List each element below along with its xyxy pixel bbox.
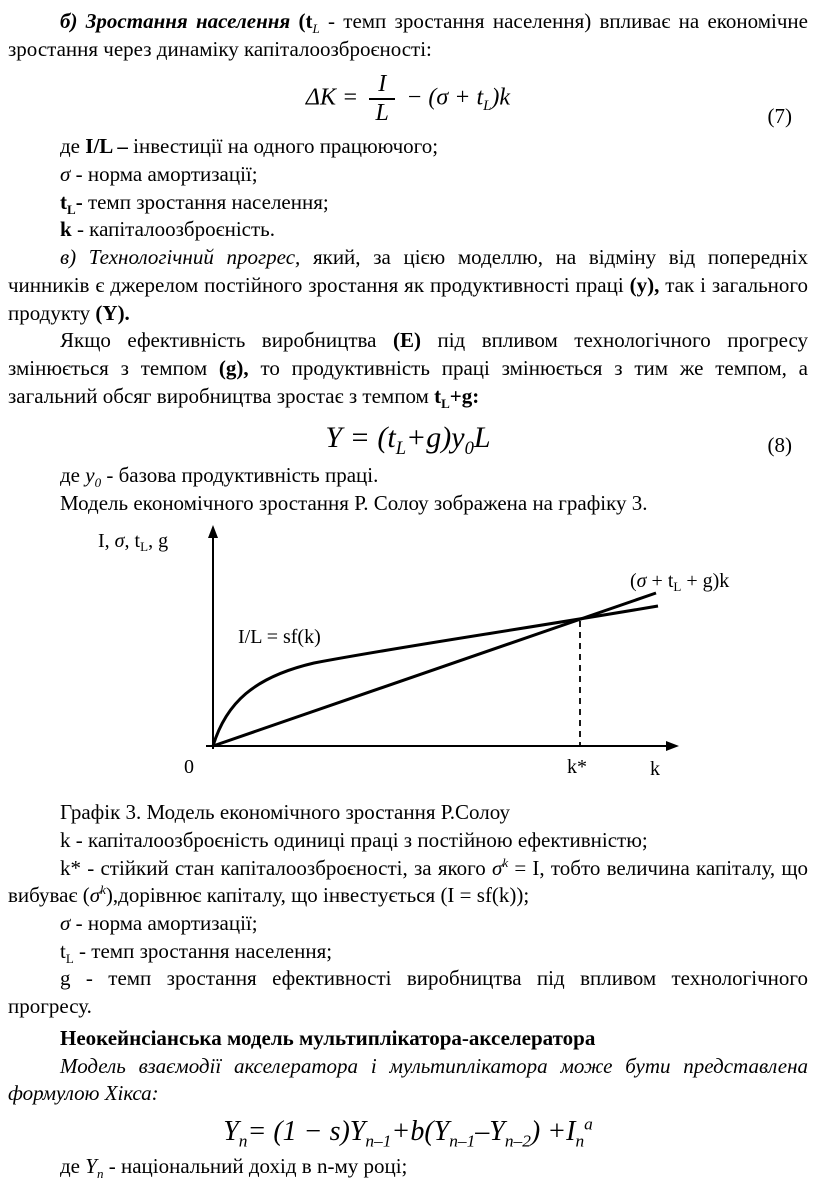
close-plus: ) + — [530, 1116, 567, 1148]
n-minus-1-subscript: n–1 — [365, 1131, 392, 1151]
definition-line — [8, 189, 808, 217]
t-symbol: t — [60, 938, 66, 963]
equation-8-formula — [325, 418, 490, 458]
plus-t-term: + t — [448, 84, 484, 111]
capital-y: Y — [489, 1116, 505, 1148]
definition-line — [8, 462, 808, 490]
y-axis-label: I, σ, $t_L$, g — [98, 530, 169, 555]
capital-y: Y — [85, 1153, 97, 1178]
y-zero-subscript: 0 — [94, 475, 102, 491]
graph-caption: Графік 3. Модель економічного зростання Р.Солоу — [60, 800, 510, 825]
y-zero-subscript: 0 — [464, 438, 474, 460]
k-axis-tick-label: k — [650, 758, 660, 781]
capital-y: Y — [349, 1116, 366, 1148]
para-v-mid2: так і загального продукту — [8, 272, 808, 325]
equals-open: = ( — [342, 421, 388, 455]
n-minus-2-subscript: n–2 — [504, 1131, 531, 1151]
definition-line: k - капіталоозброєність одиниці праці з постійною ефективністю; — [60, 827, 648, 852]
g-bold: (g), — [218, 355, 249, 380]
y-axis-arrow-icon — [208, 525, 218, 538]
para-e-s2: під впливом технологічного прогресу змінюється з темпом — [8, 328, 809, 380]
definition-line — [8, 855, 808, 910]
plus-g-close: +g) — [406, 421, 452, 455]
t-subscript: L — [65, 950, 74, 966]
k-symbol: k — [60, 217, 72, 242]
n-subscript: n — [96, 1166, 104, 1182]
definition-line — [8, 910, 808, 938]
sigma-symbol: σ — [491, 855, 503, 880]
fraction-numerator: I — [369, 71, 395, 100]
delta-symbol: Δ — [305, 84, 321, 111]
sigma-symbol: σ — [436, 84, 449, 111]
section-heading: Неокейнсіанська модель мультиплікатора-акселератора — [60, 1025, 596, 1050]
def-rest: - норма амортизації; — [70, 161, 258, 186]
para-technological-progress — [8, 244, 808, 327]
sf-curve-label: I/L = sf(k) — [238, 626, 321, 649]
equation-8 — [8, 410, 808, 462]
definition-line — [8, 938, 808, 966]
capital-i: I — [566, 1116, 576, 1148]
fraction-i-over-l — [369, 71, 395, 127]
y-symbol: y — [85, 462, 95, 487]
para-b-lead: б) Зростання населення — [60, 9, 299, 33]
def-rest: - базова продуктивність праці. — [101, 462, 379, 487]
solow-growth-graph — [90, 521, 808, 799]
def-pre: де — [60, 462, 86, 487]
break-even-line-label: $(\sigma + t_L + g)k$ — [630, 570, 730, 595]
definition-line: g - темп зростання ефективності виробництва під впливом технологічного прогресу. — [8, 966, 808, 1019]
capital-k: K — [320, 84, 337, 111]
para-v-mid: який, за цією моделлю, на відміну від попередніх чинників є джерелом постійного зростання як продуктивності праці — [8, 245, 808, 297]
t-subscript: L — [312, 21, 320, 37]
def-rest: - капіталоозброєність. — [71, 217, 275, 242]
k-star-tick-label: k* — [567, 756, 587, 779]
para-v-lead: в) Технологічний прогрес, — [60, 245, 301, 270]
capital-y: Y — [433, 1116, 450, 1148]
definition-line — [8, 161, 808, 189]
definition-line — [8, 1153, 808, 1181]
def-rest: - національний дохід в n-му році; — [103, 1153, 408, 1178]
para-e-s1: Якщо ефективність виробництва — [60, 328, 393, 353]
origin-label: 0 — [184, 756, 194, 779]
equation-number-8: (8) — [767, 433, 792, 458]
equation-hicks-formula — [223, 1114, 593, 1151]
equals-term: = (1 − s) — [247, 1116, 350, 1148]
minus-sign: – — [475, 1116, 490, 1148]
capital-y-bold: (Y). — [95, 300, 130, 325]
def-rest: темп зростання населення; — [82, 189, 329, 214]
a-superscript: a — [584, 1114, 593, 1134]
k-star-def-tail: ),дорівнює капіталу, що інвестується (I = sf(k)); — [105, 883, 530, 908]
def-rest: інвестиції на одного працюючого; — [127, 134, 439, 159]
t-subscript: L — [67, 201, 76, 217]
k-star-def-pre: k* - стійкий стан капіталоозброєності, за якого — [60, 855, 492, 880]
k-superscript: k — [502, 854, 509, 870]
t-symbol: t — [387, 421, 396, 455]
equals-sign: = — [336, 84, 365, 111]
def-rest: - норма амортизації; — [70, 911, 258, 935]
sigma-symbol: σ — [60, 911, 71, 935]
n-subscript: n — [238, 1131, 248, 1151]
capital-y: Y — [223, 1116, 239, 1148]
para-b-tail: - темп зростання населення) впливає на економічне зростання через динаміку капіталоозброєності: — [8, 9, 808, 61]
n-minus-1-subscript: n–1 — [449, 1131, 476, 1151]
definition-line — [8, 216, 808, 244]
minus-open-paren: − ( — [400, 84, 437, 111]
solow-graph-svg — [90, 521, 800, 791]
plus-b-open: +b( — [391, 1116, 434, 1148]
e-bold: (Е) — [392, 328, 421, 353]
fraction-denominator: L — [375, 100, 389, 127]
k-superscript: k — [100, 882, 106, 898]
def-rest: - темп зростання населення; — [73, 938, 333, 963]
para-hicks-intro: Модель взаємодії акселератора і мультиплікатора може бути представлена формулою Хікса: — [8, 1053, 808, 1106]
para-population-growth — [8, 8, 808, 63]
y-bold: (y), — [629, 272, 660, 297]
sigma-symbol: σ — [89, 883, 101, 908]
def-dash: - — [75, 189, 83, 214]
k-symbol: k — [499, 84, 511, 111]
sigma-symbol: σ — [60, 161, 71, 186]
n-subscript: n — [575, 1131, 585, 1151]
para-efficiency — [8, 327, 808, 410]
definition-line — [8, 133, 808, 161]
t-subscript: L — [395, 438, 407, 460]
def-pre: де — [60, 1153, 86, 1178]
equation-hicks — [8, 1108, 808, 1153]
t-subscript: L — [441, 395, 450, 411]
close-paren: ) — [491, 84, 500, 111]
def-pre: де — [60, 134, 86, 159]
def-term-il: I/L – — [85, 134, 128, 159]
t-symbol: t — [60, 189, 67, 214]
x-axis-arrow-icon — [666, 741, 679, 751]
t-subscript: L — [483, 98, 492, 115]
capital-y: Y — [325, 421, 343, 455]
equation-7-formula — [306, 71, 510, 127]
y-symbol: y — [451, 421, 465, 455]
equation-number-7: (7) — [767, 104, 792, 129]
plus-g-bold: +g: — [449, 383, 480, 408]
t-symbol: t — [434, 383, 442, 408]
t-symbol: (t — [298, 9, 313, 33]
para-solow-model: Модель економічного зростання Р. Солоу зображена на графіку 3. — [60, 490, 648, 515]
equation-7 — [8, 63, 808, 133]
para-e-s3: то продуктивність праці змінюється з тим же темпом, а загальний обсяг виробництва зростає з темпом — [8, 355, 808, 408]
capital-l: L — [473, 421, 491, 455]
k-star-def-mid: = I, тобто величина капіталу, що вибуває ( — [8, 855, 808, 908]
